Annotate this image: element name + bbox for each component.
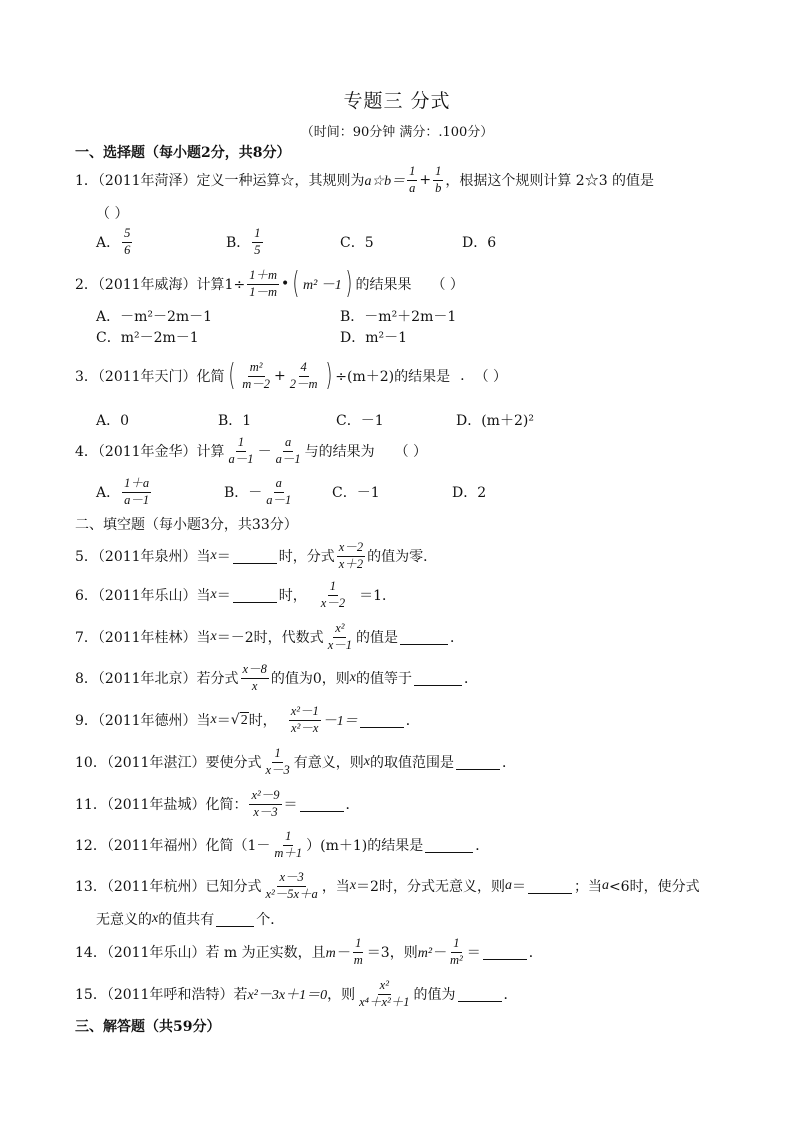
q1-option-b[interactable]: B． $\frac{1}{5}$ [226, 226, 261, 257]
page-title: 专题三 分式 [343, 90, 451, 112]
q1-b-frac: $\frac{1}{5}$ [254, 226, 261, 257]
q7-blank[interactable] [400, 630, 448, 645]
q4-text-b: 与的结果为 [304, 444, 375, 460]
q14-frac-1: $\frac{1}{m}$ [353, 936, 363, 967]
q15-frac: $\frac{\text{x²}}{\text{x⁴＋x²＋1}}$ [359, 978, 410, 1009]
q4-a-frac: $\frac{1+a}{a-1}$ [124, 476, 150, 507]
q12-blank[interactable] [425, 838, 473, 853]
question-13-line-2: 无意义的 x 的值共有 个． [96, 911, 285, 928]
question-13: 13．（2011年杭州）已知分式 $\frac{x-3}{\text{x²－5x＋a}}$ ，当 x ＝2时，分式无意义，则 a ＝ ；当 a <6时，使分式 [75, 870, 700, 901]
q1-option-a[interactable]: A． $\frac{5}{6}$ [96, 226, 131, 257]
q2-frac: $\frac{1+m}{1-m}$ [249, 268, 277, 299]
q2-option-d[interactable]: D．m²－1 [340, 330, 408, 346]
q2-paren-left: ( [292, 266, 300, 301]
q9-frac: $\frac{\text{x²－1}}{\text{x²－x}}$ [290, 704, 319, 735]
question-2 [75, 268, 464, 300]
section-choice: 一、选择题（每小题2分，共8分） [75, 145, 291, 161]
q10-frac: $\frac{1}{x-3}$ [265, 746, 290, 777]
q5-frac: $\frac{x-2}{x+2}$ [338, 540, 364, 571]
q3-frac-2: $\frac{4}{2-m}$ [289, 360, 318, 391]
q2-option-a[interactable]: A．－m²－2m－1 [96, 309, 213, 325]
q3-paren-left: ( [227, 358, 235, 393]
q6-blank[interactable] [233, 588, 277, 603]
q1-text: 1．（2011年菏泽）定义一种运算☆，其规则为 [75, 173, 365, 189]
q3-option-a[interactable]: A．0 [96, 413, 130, 429]
q2-option-c[interactable]: C．m²－2m－1 [96, 330, 199, 346]
question-1 [75, 164, 654, 196]
q1-a-frac: $\frac{5}{6}$ [124, 226, 131, 257]
page-subtitle: （时间：90分钟 满分：.100分） [300, 125, 494, 140]
q1-plus: + [419, 172, 432, 188]
question-7: 7．（2011年桂林）当 x ＝－2时，代数式 $\frac{\text{x²}}{x-1}$ 的值是 ． [75, 621, 464, 652]
q4-answer-paren: （ ） [394, 444, 428, 460]
q5-blank[interactable] [233, 549, 277, 564]
q3-dot: . [460, 368, 465, 384]
question-15: 15．（2011年呼和浩特）若 x²－3x＋1＝0 ，则 $\frac{\text{x²}}{\text{x⁴＋x²＋1}}$ 的值为 ． [75, 978, 518, 1009]
q13-blank-2[interactable] [216, 912, 254, 927]
q2-paren-right: ) [345, 266, 353, 301]
question-8: 8．（2011年北京）若分式 $\frac{x-8}{x}$ 的值为0，则 x 的值等于 ． [75, 662, 478, 693]
section-solve: 三、解答题（共59分） [75, 1019, 221, 1035]
q4-b-frac: $\frac{a}{a-1}$ [266, 476, 292, 507]
section-fill: 二、填空题（每小题3分，共33分） [75, 517, 298, 533]
q1-frac-2: $\frac{1}{b}$ [435, 164, 442, 195]
q3-option-c[interactable]: C．－1 [336, 413, 384, 429]
q14-blank[interactable] [483, 945, 527, 960]
q13-frac: $\frac{x-3}{\text{x²－5x＋a}}$ [265, 870, 318, 901]
q2-inner: m² －1 [302, 278, 342, 293]
q11-frac: $\frac{\text{x²－9}}{x-3}$ [251, 788, 280, 819]
q3-paren-right: ) [324, 358, 332, 393]
q2-text: 2．（2011年威海）计算1÷ [75, 277, 246, 293]
q1-option-c[interactable]: C．5 [340, 235, 374, 251]
q3-text-b: ÷(m＋2)的结果是 [335, 369, 451, 385]
q4-option-c[interactable]: C．－1 [332, 485, 380, 501]
question-4 [75, 435, 427, 467]
q2-option-b[interactable]: B．－m²＋2m－1 [340, 309, 457, 325]
q2-dot: • [280, 276, 290, 292]
q3-answer-paren: （ ） [474, 369, 508, 385]
q1-frac-1: $\frac{1}{a}$ [409, 164, 416, 195]
q8-blank[interactable] [414, 671, 462, 686]
q9-blank[interactable] [360, 713, 404, 728]
q13-blank-1[interactable] [528, 879, 572, 894]
q3-option-d[interactable]: D．(m＋2)² [456, 413, 534, 429]
q9-sqrt: √ 2 [230, 711, 248, 728]
question-5: 5．（2011年泉州）当 x ＝ 时，分式 $\frac{x-2}{x+2}$ 的值为零． [75, 540, 438, 571]
q4-option-b[interactable]: B．－ $\frac{a}{a-1}$ [224, 476, 292, 507]
q12-frac: $\frac{1}{m+1}$ [274, 829, 303, 860]
q4-option-a[interactable]: A． $\frac{1+a}{a-1}$ [96, 476, 150, 507]
q8-frac: $\frac{x-8}{x}$ [242, 662, 267, 693]
q1-answer-paren: （ ） [96, 206, 129, 222]
q2-answer-paren: （ ） [431, 277, 464, 293]
question-3 [75, 360, 507, 392]
question-10: 10．（2011年湛江）要使分式 $\frac{1}{x-3}$ 有意义，则 x 的取值范围是 ． [75, 746, 516, 777]
q10-blank[interactable] [456, 755, 500, 770]
q4-frac-1: $\frac{1}{a-1}$ [228, 435, 254, 466]
q15-blank[interactable] [458, 987, 502, 1002]
q11-blank[interactable] [300, 797, 344, 812]
question-9: 9．（2011年德州）当 x ＝ √ 2 时， $\frac{\text{x²－1}}{\text{x²－x}}$ －1＝ ． [75, 704, 420, 735]
q3-text: 3．（2011年天门）化简 [75, 369, 225, 385]
q4-text: 4．（2011年金华）计算 [75, 444, 225, 460]
question-12: 12．（2011年福州）化简（1－ $\frac{1}{m+1}$ ）(m＋1)的结果是 ． [75, 829, 490, 860]
question-6: 6．（2011年乐山）当 x ＝ 时， $\frac{1}{x-2}$ ＝1． [75, 579, 396, 610]
question-14: 14．（2011年乐山）若 m 为正实数，且 m－ $\frac{1}{m}$ ＝3，则 m²－ $\frac{1}{\text{m²}}$ ＝ ． [75, 936, 543, 967]
q4-option-d[interactable]: D．2 [452, 485, 487, 501]
q14-frac-2: $\frac{1}{\text{m²}}$ [450, 936, 463, 967]
q1-text-b: ，根据这个规则计算 2☆3 的值是 [445, 173, 655, 189]
q4-frac-2: $\frac{a}{a-1}$ [275, 435, 301, 466]
q4-minus: － [257, 444, 272, 460]
q3-option-b[interactable]: B．1 [218, 413, 252, 429]
q3-frac-1: $\frac{\text{m²}}{m-2}$ [242, 360, 271, 391]
q3-plus: + [274, 368, 286, 384]
q1-option-d[interactable]: D．6 [462, 235, 497, 251]
q6-frac: $\frac{1}{x-2}$ [320, 579, 346, 610]
question-11: 11．（2011年盐城）化简： $\frac{\text{x²－9}}{x-3}$ ＝ ． [75, 788, 360, 819]
q1-expr: a☆b＝ [364, 174, 406, 189]
q7-frac: $\frac{\text{x²}}{x-1}$ [327, 621, 352, 652]
q2-text-b: 的结果果 [355, 277, 412, 293]
